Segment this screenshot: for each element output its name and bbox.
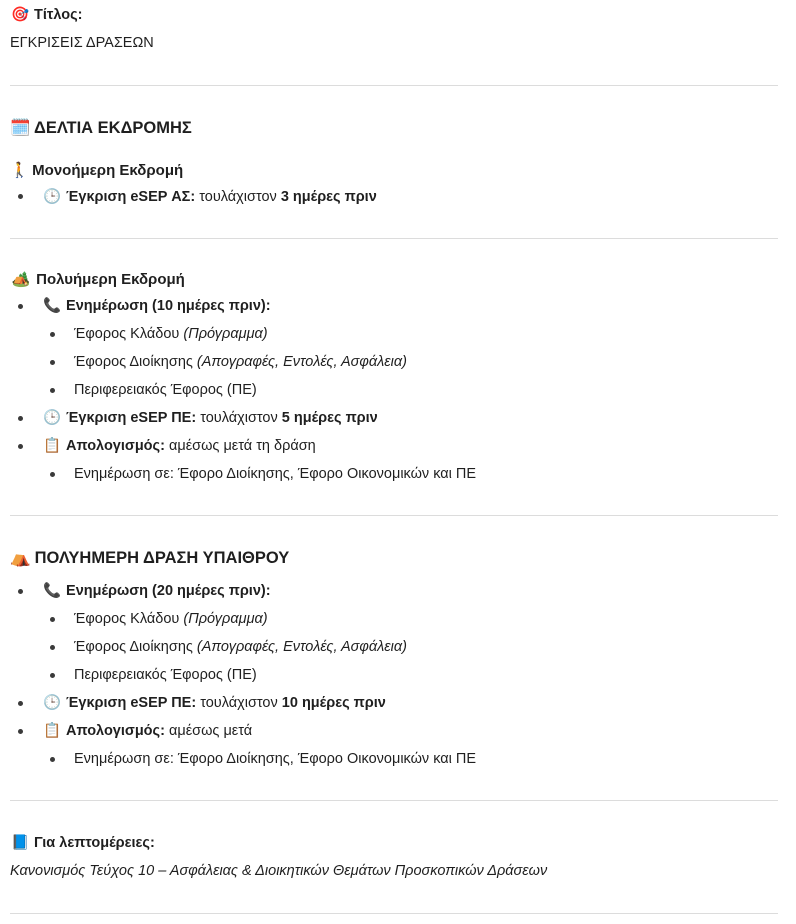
bullet [50, 332, 55, 337]
divider [10, 238, 778, 239]
bullet [18, 416, 23, 421]
list-item: 📋 Απολογισμός: αμέσως μετά [42, 723, 253, 739]
title-label-row [10, 5, 83, 25]
camping-icon: 🏕️ [11, 270, 31, 288]
divider [10, 85, 778, 86]
details-label-row: 📘 Για λεπτομέρειες: [10, 835, 155, 851]
divider [10, 800, 778, 801]
bullet [50, 388, 55, 393]
subheading-multi-day-trip: 🏕️ Πολυήμερη Εκδρομή [11, 270, 185, 288]
bullet [18, 304, 23, 309]
clipboard-icon: 📋 [42, 723, 62, 739]
bullet [18, 589, 23, 594]
title-label: Τίτλος: [34, 7, 83, 23]
bullet [50, 645, 55, 650]
details-reference: Κανονισμός Τεύχος 10 – Ασφάλειας & Διοικητικών Θεμάτων Προσκοπικών Δράσεων [10, 863, 548, 879]
subheading-single-day-trip: 🚶 Μονοήμερη Εκδρομή [10, 161, 184, 179]
tent-icon: ⛺ [10, 548, 31, 567]
walking-person-icon: 🚶 [10, 161, 29, 179]
title-value: ΕΓΚΡΙΣΕΙΣ ΔΡΑΣΕΩΝ [10, 35, 154, 51]
section-heading-outdoor-activity: ⛺ ΠΟΛΥΗΜΕΡΗ ΔΡΑΣΗ ΥΠΑΙΘΡΟΥ [10, 548, 290, 567]
bullet [50, 757, 55, 762]
list-item: 🕒 Έγκριση eSEP ΠΕ: τουλάχιστον 5 ημέρες πριν [42, 410, 378, 426]
sub-list-item: Έφορος Διοίκησης (Απογραφές, Εντολές, Ασφάλεια) [74, 354, 407, 370]
blue-book-icon: 📘 [10, 835, 30, 851]
clipboard-icon: 📋 [42, 438, 62, 454]
bullet [18, 194, 23, 199]
divider [10, 913, 778, 914]
clock-icon: 🕒 [42, 189, 62, 205]
sub-list-item: Έφορος Διοίκησης (Απογραφές, Εντολές, Ασφάλεια) [74, 639, 407, 655]
list-item: 📞 Ενημέρωση (20 ημέρες πριν): [42, 583, 271, 599]
bullet [50, 360, 55, 365]
bullet [18, 444, 23, 449]
bullet [50, 673, 55, 678]
bullet [18, 729, 23, 734]
list-item: 📋 Απολογισμός: αμέσως μετά τη δράση [42, 438, 316, 454]
sub-list-item: Περιφερειακός Έφορος (ΠΕ) [74, 382, 257, 398]
phone-icon: 📞 [42, 298, 62, 314]
divider [10, 515, 778, 516]
section-heading-trip-forms: 🗓️ ΔΕΛΤΙΑ ΕΚΔΡΟΜΗΣ [10, 118, 192, 137]
list-item: 🕒 Έγκριση eSEP ΠΕ: τουλάχιστον 10 ημέρες πριν [42, 695, 386, 711]
bullet [50, 472, 55, 477]
clock-icon: 🕒 [42, 695, 62, 711]
bullet [50, 617, 55, 622]
clock-icon: 🕒 [42, 410, 62, 426]
dart-icon: 🎯 [10, 7, 30, 23]
sub-list-item: Ενημέρωση σε: Έφορο Διοίκησης, Έφορο Οικονομικών και ΠΕ [74, 466, 477, 482]
bullet [18, 701, 23, 706]
sub-list-item: Περιφερειακός Έφορος (ΠΕ) [74, 667, 257, 683]
calendar-icon: 🗓️ [10, 118, 31, 137]
sub-list-item: Ενημέρωση σε: Έφορο Διοίκησης, Έφορο Οικονομικών και ΠΕ [74, 751, 477, 767]
sub-list-item: Έφορος Κλάδου (Πρόγραμμα) [74, 611, 268, 627]
list-item: 🕒 Έγκριση eSEP ΑΣ: τουλάχιστον 3 ημέρες πριν [42, 189, 377, 205]
sub-list-item: Έφορος Κλάδου (Πρόγραμμα) [74, 326, 268, 342]
phone-icon: 📞 [42, 583, 62, 599]
list-item: 📞 Ενημέρωση (10 ημέρες πριν): [42, 298, 271, 314]
